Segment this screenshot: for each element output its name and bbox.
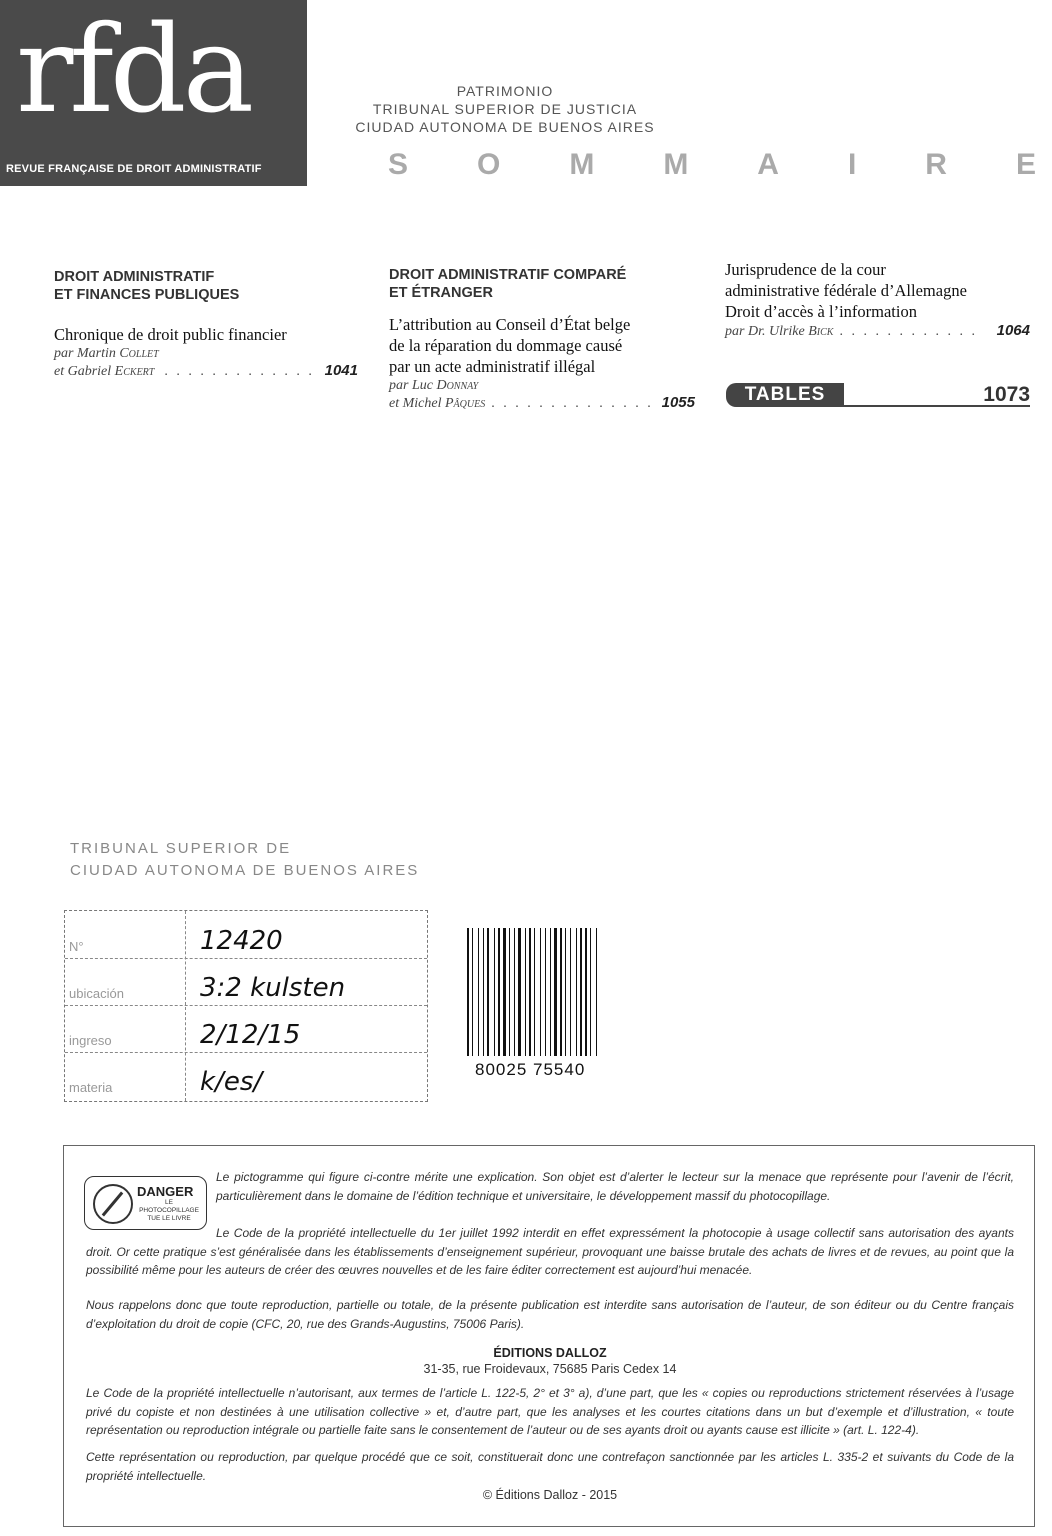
author-last-name: Bick: [808, 324, 834, 339]
barcode-bar: [580, 928, 582, 1056]
stamp-line: PATRIMONIO: [456, 83, 554, 99]
form-label: ingreso: [69, 1033, 112, 1048]
article-title: Chronique de droit public financier: [54, 325, 287, 344]
barcode-bar: [478, 928, 479, 1056]
barcode-bar: [529, 928, 531, 1056]
barcode-bars: [465, 928, 627, 1056]
danger-title: DANGER: [137, 1184, 194, 1199]
stamp-line: TRIBUNAL SUPERIOR DE: [70, 840, 292, 857]
publisher-name: ÉDITIONS DALLOZ: [493, 1346, 607, 1360]
article-authors: [389, 377, 695, 394]
barcode-bar: [518, 928, 521, 1056]
masthead: [0, 0, 307, 186]
section-heading: DROIT ADMINISTRATIF COMPARÉ: [389, 267, 627, 283]
form-value: 12420: [200, 926, 283, 956]
barcode-bar: [514, 928, 515, 1056]
sommaire-letter: A: [757, 148, 779, 181]
author-join: et: [389, 396, 400, 411]
form-value: k/es/: [200, 1067, 263, 1097]
sommaire-letter: O: [477, 148, 501, 181]
article-title: Droit d’accès à l’information: [725, 302, 917, 321]
author-prefix: par: [389, 378, 409, 393]
journal-subtitle: REVUE FRANÇAISE DE DROIT ADMINISTRATIF: [6, 163, 262, 175]
barcode-bar: [498, 928, 500, 1056]
form-label: ubicación: [69, 986, 124, 1001]
barcode-bar: [503, 928, 506, 1056]
dot-leader: . . . . . . . . . . . .: [839, 324, 978, 339]
legal-notice: [63, 1145, 1035, 1527]
barcode-bar: [494, 928, 495, 1056]
tables-label: TABLES: [726, 383, 844, 407]
sommaire-letter: S: [388, 148, 409, 181]
stamp-line: CIUDAD AUTONOMA DE BUENOS AIRES: [70, 862, 420, 879]
barcode-bar: [570, 928, 571, 1056]
barcode-bar: [565, 928, 566, 1056]
barcode-bar: [540, 928, 541, 1056]
barcode-bar: [545, 928, 546, 1056]
author-prefix: par: [725, 324, 745, 339]
article-authors-line2: [54, 362, 358, 380]
barcode-bar: [487, 928, 489, 1056]
page-number: 1055: [661, 394, 695, 411]
legal-paragraph: Cette représentation ou reproduction, par quelque procédé que ce soit, constituerait donc une contrefaçon sanctionnée par les articles L. 335-2 et suivants du Code de la propriété intellectuelle.: [86, 1450, 1014, 1483]
author-join: et: [54, 364, 65, 379]
page-number: 1041: [324, 362, 358, 379]
form-row: [65, 958, 427, 1006]
legal-paragraph: Le Code de la propriété intellectuelle n’autorisant, aux termes de l’article L. 122-5, 2° et 3° a), d’une part, que les « copies ou reproductions strictement réservées à l’usage privé du copiste et non destinées à une utilisation collective » et, d’autre part, que les analyses et les courtes citations dans un but d’exemple et d’illustration, « toute représentation ou reproduction intégrale ou partielle faite sans le consentement de l’auteur ou de ses ayants droit ou ayants cause est illicite » (art. L. 122-4).: [86, 1386, 1014, 1437]
legal-paragraph: Nous rappelons donc que toute reproduction, partielle ou totale, de la présente publication est interdite sans autorisation de l’auteur, de son éditeur ou du Centre français d’exploitation du droit de copie (CFC, 20, rue des Grands-Augustins, 75006 Paris).: [86, 1298, 1014, 1331]
page-number: 1064: [996, 322, 1030, 339]
barcode-bar: [472, 928, 473, 1056]
author-prefix: par: [54, 346, 74, 361]
article-authors: [725, 322, 1030, 340]
copyright: © Éditions Dalloz - 2015: [482, 1488, 618, 1502]
journal-logo: rfda: [16, 1, 251, 140]
article-authors: [54, 345, 358, 362]
barcode-bar: [596, 928, 597, 1056]
publisher-address: 31-35, rue Froidevaux, 75685 Paris Cedex 14: [423, 1362, 677, 1376]
stamp-line: TRIBUNAL SUPERIOR DE JUSTICIA: [372, 101, 638, 117]
toc-section-allemagne: [725, 259, 1030, 340]
legal-paragraph: Le pictogramme qui figure ci-contre mérite une explication. Son objet est d’alerter le lecteur sur la menace que représente pour l’avenir de l’écrit, particulièrement dans le domaine de l’édition technique et universitaire, le développement massif du photocopillage.: [216, 1170, 1014, 1203]
article-title: Jurisprudence de la cour: [725, 260, 886, 279]
sommaire-letter: R: [925, 148, 947, 181]
barcode-bar: [550, 928, 551, 1056]
barcode-bar: [509, 928, 510, 1056]
legal-paragraph: Le Code de la propriété intellectuelle du 1er juillet 1992 interdit en effet expressément la photocopie à usage collectif sans autorisation des ayants droit. Or cette pratique s’est généralisée dans les établissements d’enseignement supérieur, provoquant une baisse brutale des achats de livres et de revues, au point que la possibilité même pour les auteurs de créer des œuvres nouvelles et de les faire éditer correctement est aujourd’hui menacée.: [86, 1226, 1014, 1277]
article-title: L’attribution au Conseil d’État belge: [389, 315, 631, 334]
library-stamp-top: [340, 82, 670, 136]
toc-section-compare: [389, 266, 695, 412]
sommaire-letter: I: [847, 148, 857, 181]
dot-leader: . . . . . . . . . . . . . .: [491, 396, 654, 411]
toc-entry-jurisprudence[interactable]: [725, 259, 1030, 340]
form-row: [65, 1005, 427, 1053]
author-last-name: Donnay: [436, 378, 479, 393]
author-first-name: Gabriel: [67, 364, 112, 379]
author-first-name: Luc: [411, 378, 433, 393]
author-first-name: Dr. Ulrike: [747, 324, 805, 339]
barcode-bar: [576, 928, 577, 1056]
section-heading: ET FINANCES PUBLIQUES: [54, 287, 240, 303]
stamp-line: CIUDAD AUTONOMA DE BUENOS AIRES: [355, 119, 655, 135]
tables-page-number: 1073: [983, 383, 1030, 406]
barcode-bar: [525, 928, 526, 1056]
barcode-number: 80025 75540: [475, 1060, 586, 1079]
no-copy-icon: [93, 1184, 133, 1224]
author-last-name: Eckert: [114, 364, 155, 379]
toc-entry-attribution[interactable]: [389, 314, 695, 412]
form-row: [65, 1052, 427, 1099]
form-label: N°: [69, 939, 84, 954]
toc-section-finances: [54, 268, 358, 380]
article-title: de la réparation du dommage causé: [389, 336, 623, 355]
barcode-bar: [483, 928, 484, 1056]
article-title: par un acte administratif illégal: [389, 357, 596, 376]
form-value: 2/12/15: [200, 1020, 301, 1050]
sommaire-letter: M: [663, 148, 689, 181]
library-stamp-bottom: [70, 838, 450, 882]
barcode-bar: [590, 928, 591, 1056]
accession-form: [64, 910, 428, 1102]
sommaire-letter: M: [569, 148, 595, 181]
barcode-bar: [534, 928, 535, 1056]
section-heading: ET ÉTRANGER: [389, 285, 493, 301]
barcode-bar: [560, 928, 562, 1056]
toc-entry-chronique[interactable]: [54, 324, 358, 380]
sommaire-heading: [388, 148, 1036, 182]
sommaire-letter: E: [1015, 148, 1036, 181]
section-heading: DROIT ADMINISTRATIF: [54, 269, 215, 285]
form-row: [65, 911, 427, 959]
barcode-bar: [467, 928, 469, 1056]
toc-entry-tables[interactable]: [726, 383, 1030, 409]
article-title: administrative fédérale d’Allemagne: [725, 281, 967, 300]
author-first-name: Michel: [402, 396, 442, 411]
form-value: 3:2 kulsten: [200, 973, 346, 1003]
dot-leader: . . . . . . . . . . . . .: [164, 364, 315, 379]
danger-subtitle: LE PHOTOCOPILLAGE TUE LE LIVRE: [139, 1199, 199, 1222]
barcode-bar: [554, 928, 557, 1056]
author-first-name: Martin: [76, 346, 116, 361]
barcode-bar: [585, 928, 587, 1056]
form-label: materia: [69, 1080, 113, 1095]
barcode: [465, 928, 627, 1080]
article-authors-line2: [389, 394, 695, 412]
danger-photocopy-icon: [84, 1176, 207, 1230]
author-last-name: Collet: [119, 346, 159, 361]
author-last-name: Pâques: [444, 396, 486, 411]
